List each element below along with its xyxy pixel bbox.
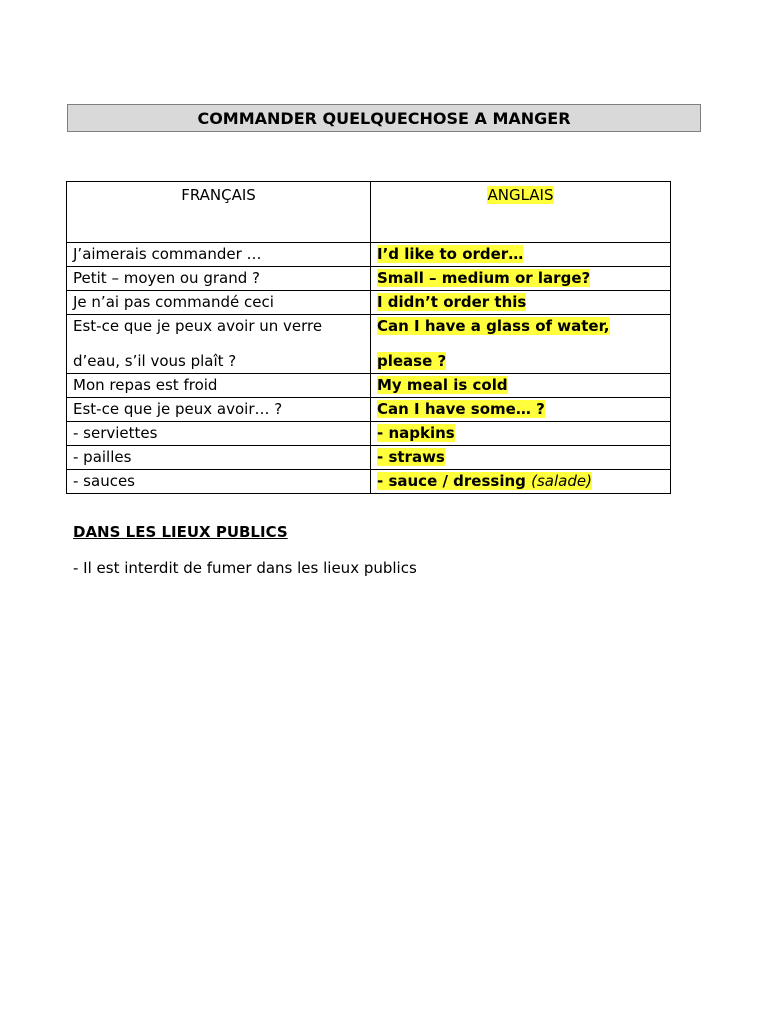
table-header-row — [67, 182, 671, 243]
french-line-1: Est-ce que je peux avoir un verre — [73, 317, 323, 335]
section-note: - Il est interdit de fumer dans les lieux publics — [73, 559, 417, 577]
english-cell: I didn’t order this — [371, 291, 671, 315]
french-cell: Est-ce que je peux avoir… ? — [67, 398, 371, 422]
french-cell: Mon repas est froid — [67, 374, 371, 398]
english-line-1: Can I have a glass of water, — [377, 317, 610, 335]
table-row — [67, 446, 671, 470]
french-cell: Je n’ai pas commandé ceci — [67, 291, 371, 315]
french-cell: J’aimerais commander … — [67, 243, 371, 267]
table-row — [67, 374, 671, 398]
english-note: (salade) — [531, 472, 592, 490]
french-cell: - pailles — [67, 446, 371, 470]
section-heading: DANS LES LIEUX PUBLICS — [73, 523, 288, 541]
english-cell: - napkins — [371, 422, 671, 446]
english-cell: - sauce / dressing (salade) — [371, 470, 671, 494]
english-cell: Small – medium or large? — [371, 267, 671, 291]
table-row — [67, 267, 671, 291]
english-cell: - straws — [371, 446, 671, 470]
table-row — [67, 470, 671, 494]
header-english: ANGLAIS — [371, 182, 671, 243]
english-cell: I’d like to order… — [371, 243, 671, 267]
table-row — [67, 422, 671, 446]
table-row — [67, 315, 671, 374]
french-cell — [67, 315, 371, 374]
english-line-2: please ? — [377, 352, 447, 370]
french-cell: - serviettes — [67, 422, 371, 446]
english-cell: My meal is cold — [371, 374, 671, 398]
french-cell: Petit – moyen ou grand ? — [67, 267, 371, 291]
french-cell: - sauces — [67, 470, 371, 494]
vocabulary-table — [66, 181, 671, 494]
page-title: COMMANDER QUELQUECHOSE A MANGER — [67, 104, 701, 132]
english-cell — [371, 315, 671, 374]
table-row — [67, 291, 671, 315]
table-row — [67, 398, 671, 422]
french-line-2: d’eau, s’il vous plaît ? — [73, 352, 237, 370]
header-french: FRANÇAIS — [67, 182, 371, 243]
english-cell: Can I have some… ? — [371, 398, 671, 422]
table-row — [67, 243, 671, 267]
